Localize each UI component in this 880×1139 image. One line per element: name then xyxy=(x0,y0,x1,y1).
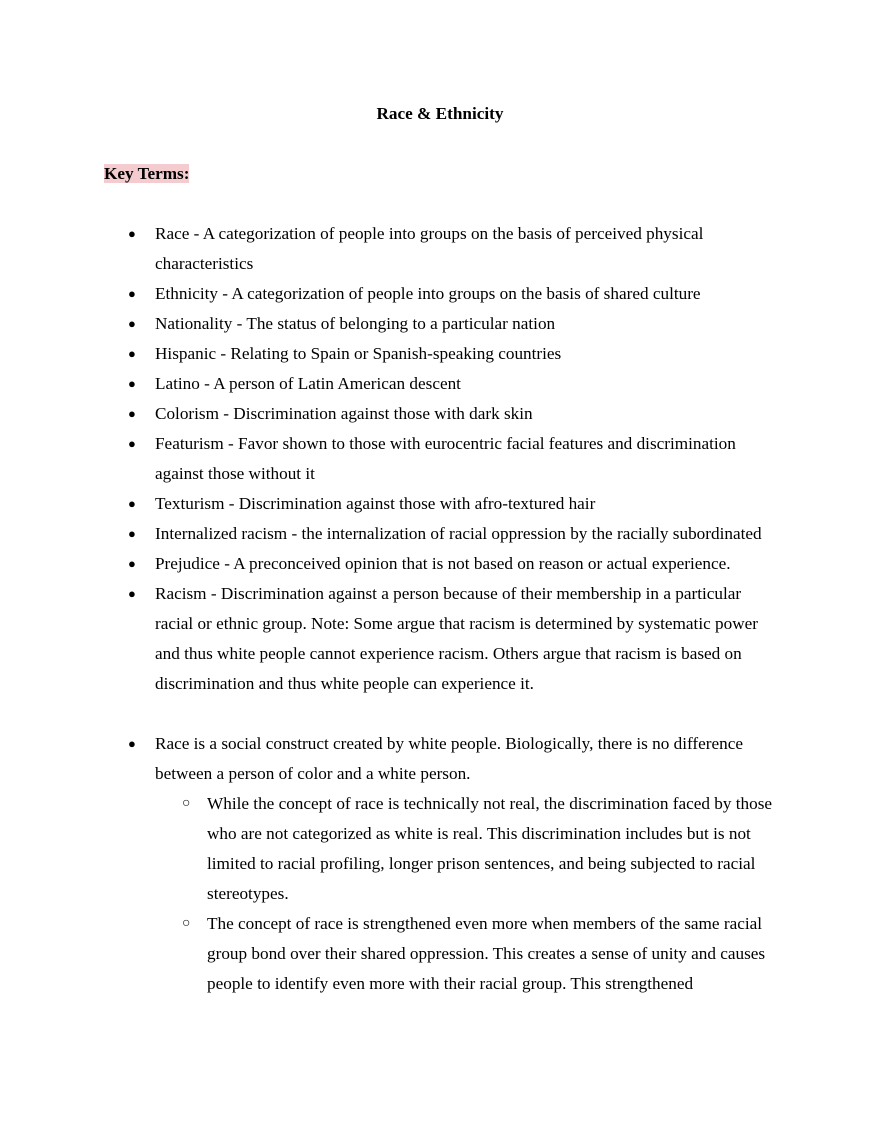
list-item: ● Prejudice - A preconceived opinion that is not based on reason or actual experience. xyxy=(104,549,776,579)
list-item xyxy=(104,729,776,999)
list-item: ● Texturism - Discrimination against those with afro-textured hair xyxy=(104,489,776,519)
list-item: ● Race - A categorization of people into groups on the basis of perceived physical characteristics xyxy=(104,219,776,279)
key-terms-list xyxy=(104,219,776,699)
note-text: Race is a social construct created by white people. Biologically, there is no difference between a person of color and a white person. xyxy=(155,734,743,783)
document-title: Race & Ethnicity xyxy=(376,104,504,123)
spacer xyxy=(104,699,776,729)
document-page xyxy=(104,99,776,999)
highlighted-heading-text: Key Terms: xyxy=(104,164,190,183)
sub-list xyxy=(155,789,776,999)
list-item: ● Hispanic - Relating to Spain or Spanish-speaking countries xyxy=(104,339,776,369)
list-item: ● Colorism - Discrimination against those with dark skin xyxy=(104,399,776,429)
list-item: ● Ethnicity - A categorization of people into groups on the basis of shared culture xyxy=(104,279,776,309)
list-item: ● Featurism - Favor shown to those with eurocentric facial features and discrimination against those without it xyxy=(104,429,776,489)
notes-list xyxy=(104,729,776,999)
list-item: ● Nationality - The status of belonging to a particular nation xyxy=(104,309,776,339)
list-item: ● Racism - Discrimination against a person because of their membership in a particular racial or ethnic group. Note: Some argue that racism is determined by systematic power and thus white people cannot experience racism. Others argue that racism is based on discrimination and thus white people can experience it. xyxy=(104,579,776,699)
key-terms-heading xyxy=(104,159,776,189)
sub-list-item: ○ While the concept of race is technically not real, the discrimination faced by those who are not categorized as white is real. This discrimination includes but is not limited to racial profiling, longer prison sentences, and being subjected to racial stereotypes. xyxy=(155,789,776,909)
list-item: ● Internalized racism - the internalization of racial oppression by the racially subordinated xyxy=(104,519,776,549)
sub-list-item: ○ The concept of race is strengthened even more when members of the same racial group bond over their shared oppression. This creates a sense of unity and causes people to identify even more with their racial group. This strengthened xyxy=(155,909,776,999)
list-item: ● Latino - A person of Latin American descent xyxy=(104,369,776,399)
